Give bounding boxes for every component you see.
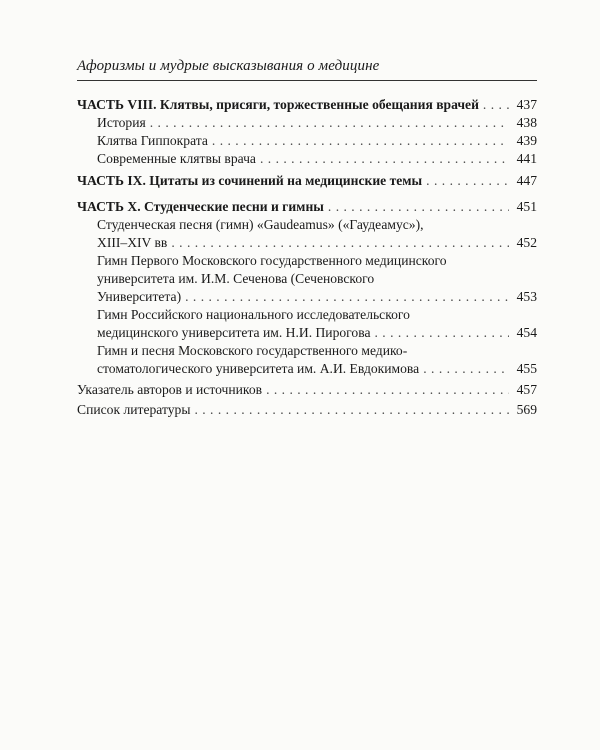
dot-leader (423, 360, 509, 378)
toc-entry-title: Указатель авторов и источников (77, 382, 263, 397)
toc-entry-title: Список литературы (77, 402, 191, 417)
toc-page-number: 438 (516, 115, 537, 130)
toc-page-number: 447 (516, 173, 537, 188)
toc-page-number: 441 (516, 151, 537, 166)
toc-page-number: 451 (516, 199, 537, 214)
toc-entry-title-line: XIII–XIV вв (97, 235, 168, 250)
toc-entry-title: История (97, 115, 146, 130)
toc-entry-title-line: Гимн Первого Московского государственного медицинского (97, 253, 447, 268)
toc-entry-title-line: Университета) (97, 289, 182, 304)
toc-page-number: 453 (516, 289, 537, 304)
dot-leader (328, 198, 509, 216)
toc-entry-hippocratic-oath[interactable] (77, 132, 537, 150)
toc-page-number: 454 (516, 325, 537, 340)
dot-leader (426, 172, 509, 190)
toc-entry-history[interactable] (77, 114, 537, 132)
toc-entry-modern-oaths[interactable] (77, 150, 537, 168)
toc-entry-part-8[interactable] (77, 96, 537, 114)
dot-leader (212, 132, 509, 150)
toc-entry-title-line: Гимн Российского национального исследовательского (97, 307, 410, 322)
toc-entry-title-line: стоматологического университета им. А.И. Евдокимова (97, 361, 420, 376)
toc-entry-title-line: Гимн и песня Московского государственного медико- (97, 343, 408, 358)
toc-page-number: 457 (516, 382, 537, 397)
dot-leader (374, 324, 509, 342)
dot-leader (185, 288, 509, 306)
running-header: Афоризмы и мудрые высказывания о медицине (77, 58, 380, 74)
dot-leader (194, 401, 509, 419)
toc-entry-part-9[interactable] (77, 172, 537, 190)
toc-entry-sechenov-anthem[interactable] (77, 252, 537, 306)
toc-entry-title: Клятва Гиппократа (97, 133, 208, 148)
dot-leader (260, 150, 509, 168)
toc-entry-evdokimov-anthem[interactable] (77, 342, 537, 378)
toc-entry-part-10[interactable] (77, 198, 537, 216)
toc-entry-title-line: медицинского университета им. Н.И. Пирогова (97, 325, 371, 340)
dot-leader (483, 96, 509, 114)
toc-entry-author-index[interactable] (77, 381, 537, 399)
table-of-contents (77, 96, 537, 419)
header-divider (77, 80, 537, 81)
toc-page-number: 437 (516, 97, 537, 112)
toc-entry-title: ЧАСТЬ VIII. Клятвы, присяги, торжественные обещания врачей (77, 97, 479, 112)
dot-leader (150, 114, 509, 132)
toc-entry-title: Современные клятвы врача (97, 151, 256, 166)
dot-leader (266, 381, 509, 399)
toc-entry-title: ЧАСТЬ X. Студенческие песни и гимны (77, 199, 324, 214)
toc-entry-gaudeamus[interactable] (77, 216, 537, 252)
toc-entry-title-line: университета им. И.М. Сеченова (Сеченовского (97, 271, 375, 286)
toc-page-number: 439 (516, 133, 537, 148)
toc-page-number: 569 (516, 402, 537, 417)
toc-page-number: 455 (516, 361, 537, 376)
toc-entry-pirogov-anthem[interactable] (77, 306, 537, 342)
toc-entry-title: ЧАСТЬ IX. Цитаты из сочинений на медицинские темы (77, 173, 423, 188)
toc-entry-title-line: Студенческая песня (гимн) «Gaudeamus» («Гаудеамус»), (97, 217, 424, 232)
toc-entry-bibliography[interactable] (77, 401, 537, 419)
toc-page-number: 452 (516, 235, 537, 250)
dot-leader (171, 234, 509, 252)
